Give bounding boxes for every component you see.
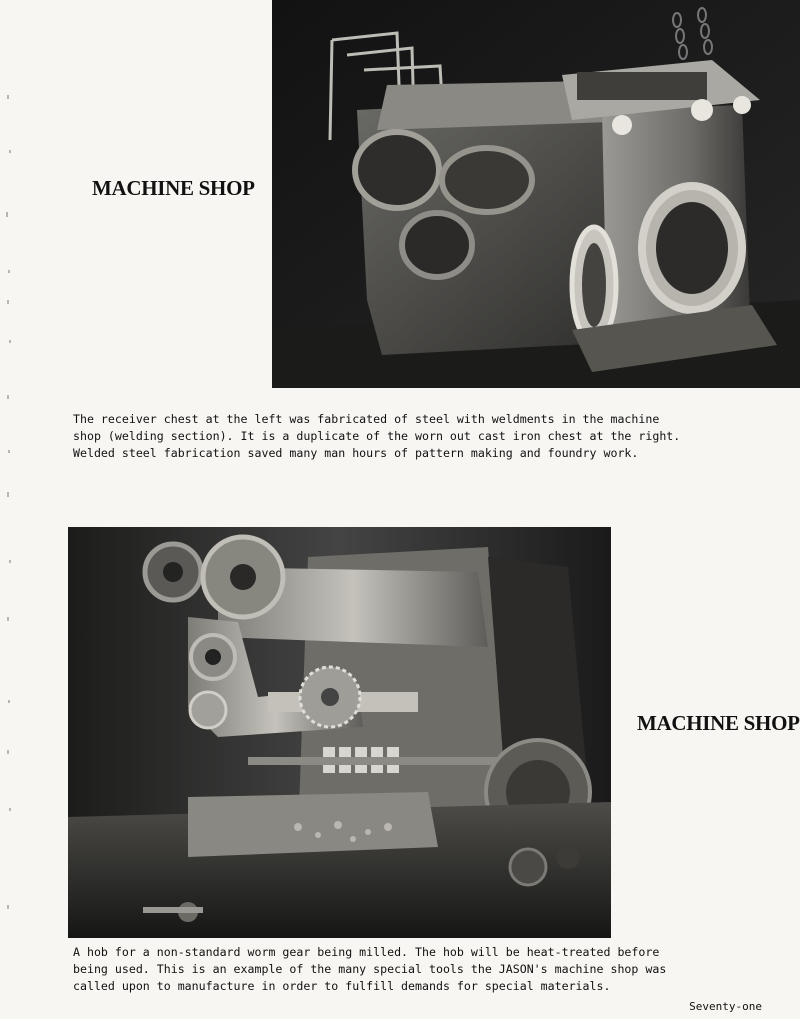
hob-caption bbox=[73, 944, 666, 995]
caption-line: being used. This is an example of the many special tools the JASON's machine shop was bbox=[73, 962, 667, 976]
machine-shop-heading-bottom: MACHINE SHOP bbox=[637, 711, 800, 735]
caption-line: shop (welding section). It is a duplicate of the worn out cast iron chest at the right. bbox=[73, 429, 681, 443]
caption-line: A hob for a non-standard worm gear being milled. The hob will be heat-treated before bbox=[73, 945, 660, 959]
receiver-chest-photo bbox=[272, 0, 800, 388]
caption-line: Welded steel fabrication saved many man hours of pattern making and foundry work. bbox=[73, 446, 639, 460]
page-number: Seventy-one bbox=[689, 1000, 762, 1013]
caption-line: called upon to manufacture in order to fulfill demands for special materials. bbox=[73, 979, 611, 993]
machine-shop-heading-top: MACHINE SHOP bbox=[92, 176, 255, 200]
receiver-chest-caption bbox=[73, 411, 680, 462]
hob-milling-photo bbox=[68, 527, 611, 938]
caption-line: The receiver chest at the left was fabricated of steel with weldments in the machine bbox=[73, 412, 660, 426]
margin-scan-marks bbox=[0, 0, 30, 1019]
